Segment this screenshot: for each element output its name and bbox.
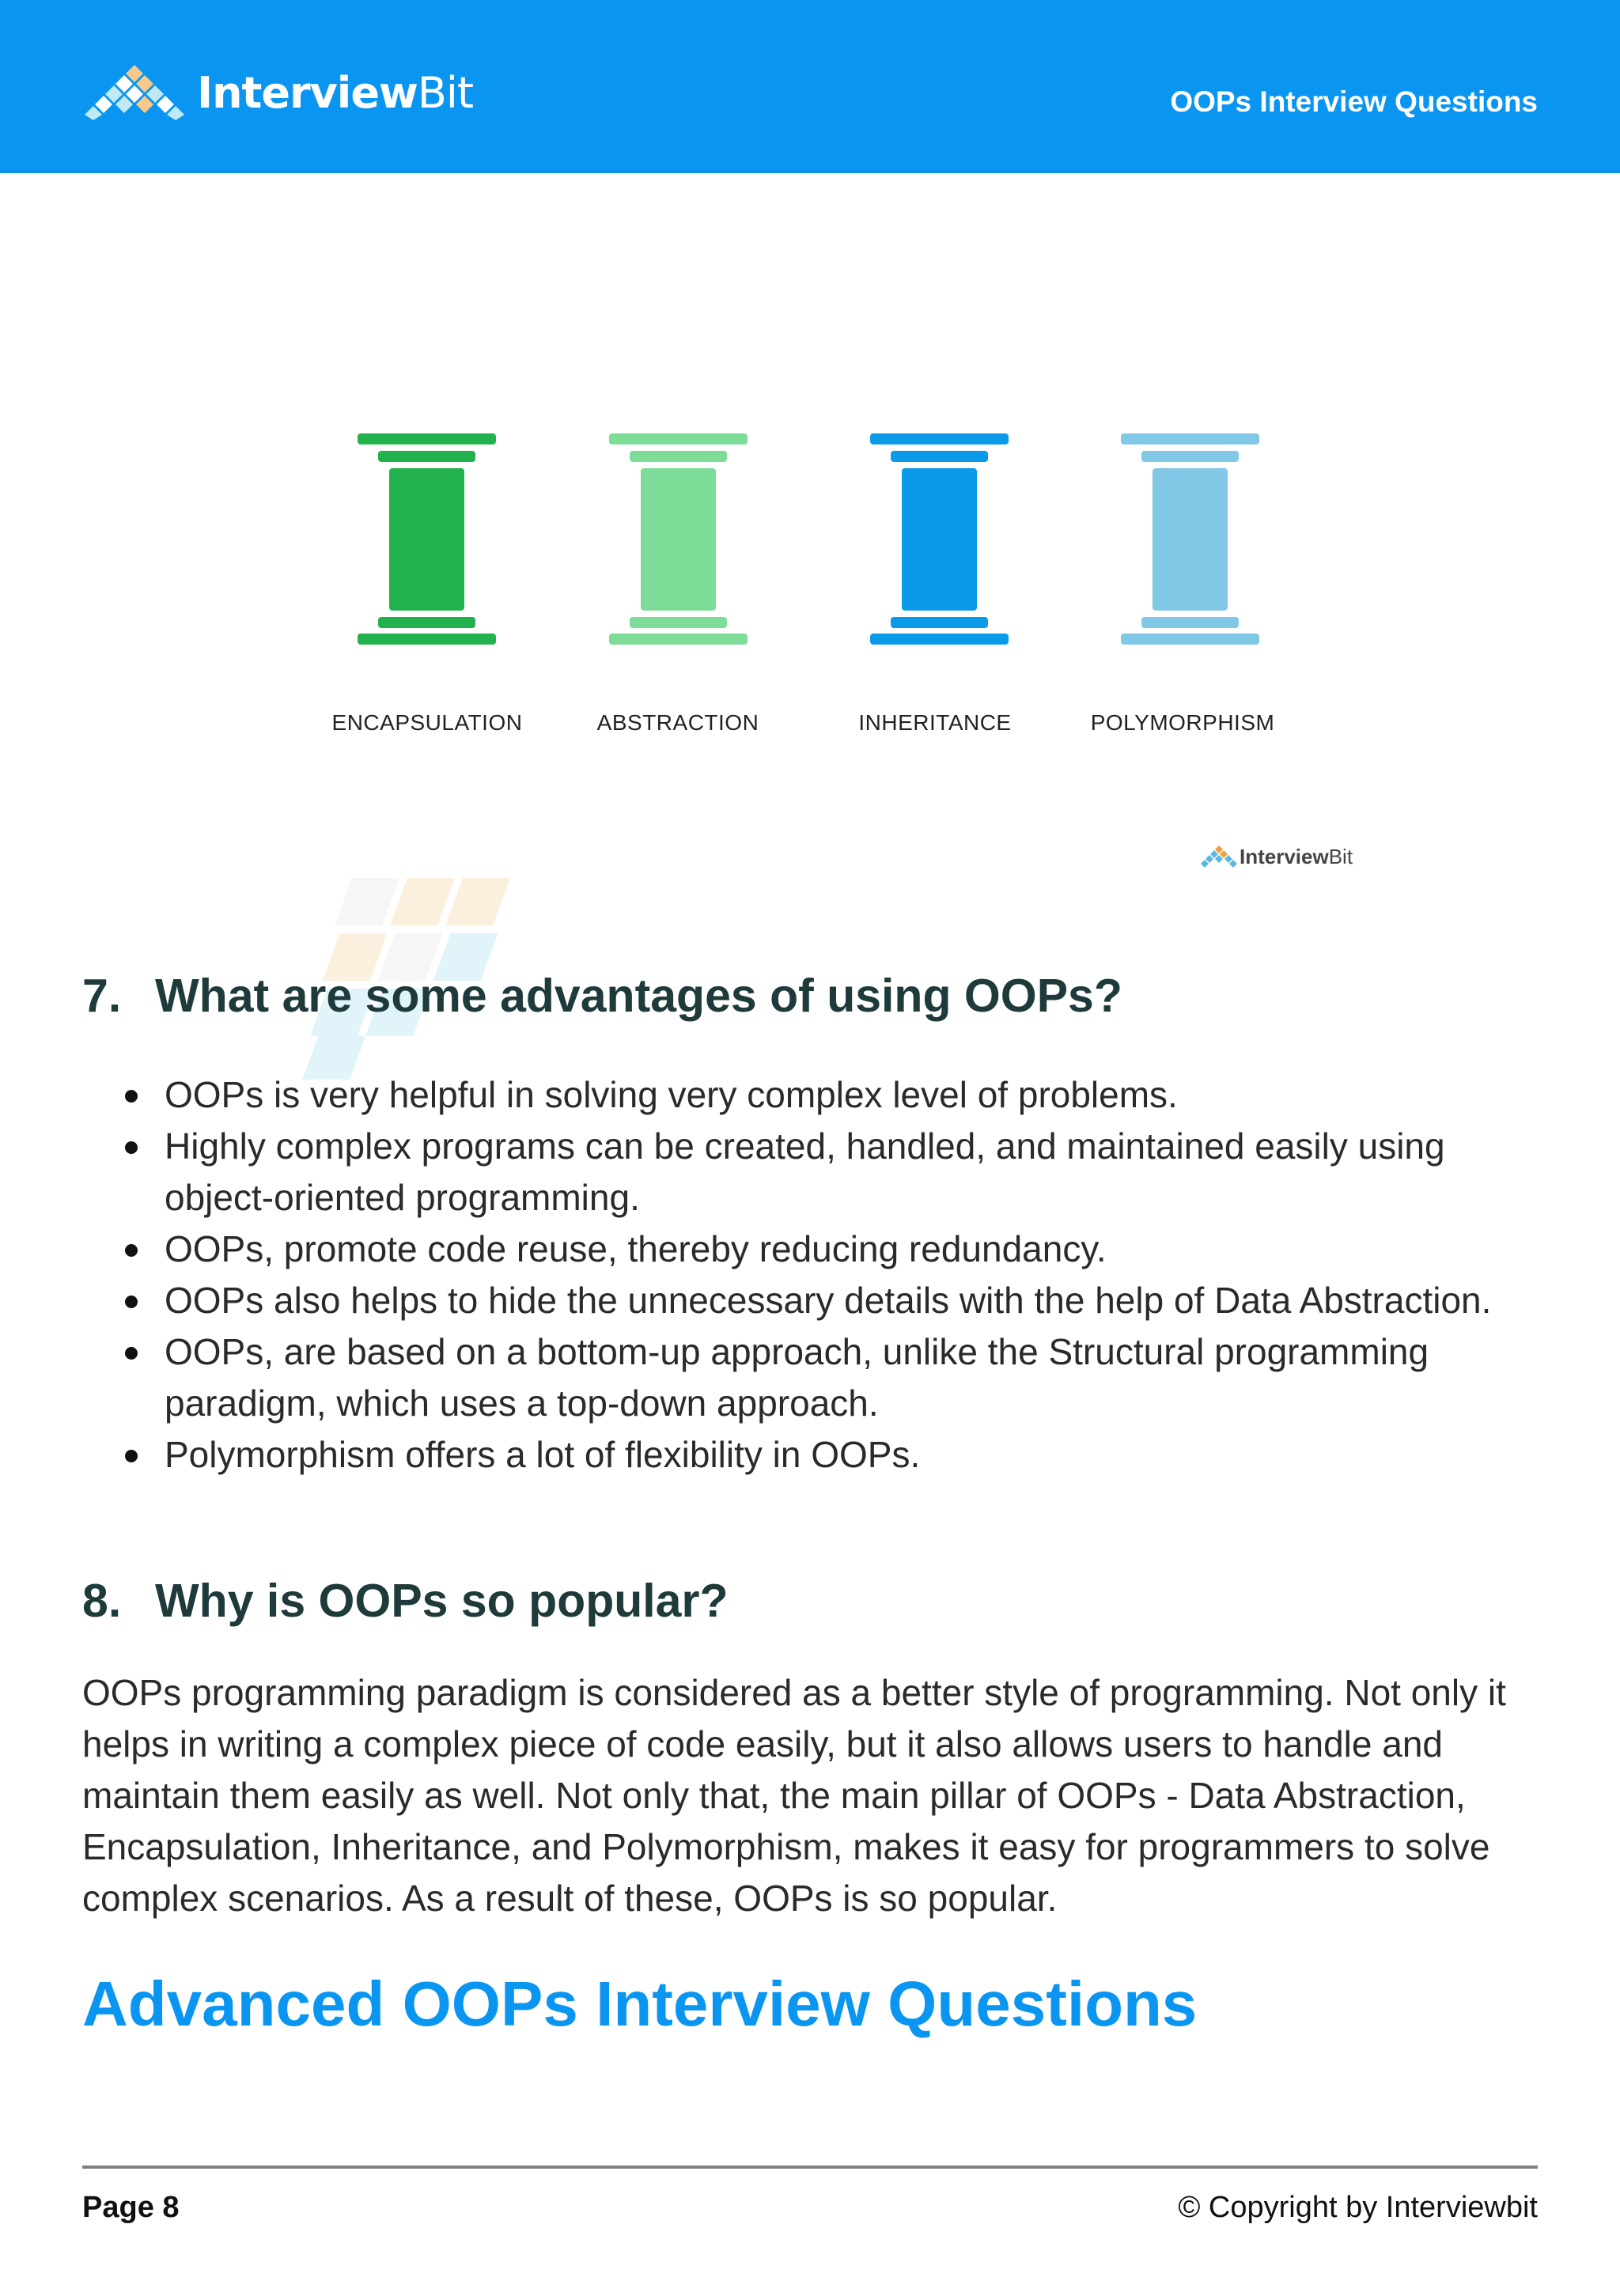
pillar-label-inheritance: INHERITANCE [858, 710, 1012, 735]
interviewbit-logo [83, 65, 473, 120]
advantages-list [82, 1069, 1554, 1481]
document-title: OOPs Interview Questions [1170, 85, 1538, 118]
list-item: Polymorphism offers a lot of flexibility in OOPs. [82, 1429, 1554, 1481]
footer-divider [82, 2166, 1538, 2169]
list-item: OOPs also helps to hide the unnecessary details with the help of Data Abstraction. [82, 1275, 1554, 1326]
copyright-notice: © Copyright by Interviewbit [1178, 2191, 1538, 2224]
section-title: Advanced OOPs Interview Questions [82, 1969, 1198, 2039]
interviewbit-logo-icon [83, 65, 186, 120]
pillar-label-abstraction: ABSTRACTION [596, 710, 759, 735]
list-item: Highly complex programs can be created, handled, and maintained easily using object-oriented programming. [82, 1121, 1554, 1224]
list-item: OOPs is very helpful in solving very complex level of problems. [82, 1069, 1554, 1121]
list-item: OOPs, promote code reuse, thereby reducing redundancy. [82, 1224, 1554, 1275]
question-7-heading: 7. What are some advantages of using OOPs? [82, 970, 1122, 1022]
pillar-encapsulation [358, 433, 496, 643]
page-number: Page 8 [82, 2191, 180, 2224]
list-item: OOPs, are based on a bottom-up approach, unlike the Structural programming paradigm, which uses a top-down approach. [82, 1326, 1554, 1429]
mini-logo-wordmark: InterviewBit [1240, 845, 1353, 868]
pillar-abstraction [609, 433, 748, 643]
pillar-label-encapsulation: ENCAPSULATION [331, 710, 523, 735]
pillar-inheritance [870, 433, 1009, 643]
page-header [0, 0, 1620, 173]
logo-wordmark: InterviewBit [197, 67, 474, 118]
pillar-label-polymorphism: POLYMORPHISM [1090, 710, 1275, 735]
oops-pillars-figure [316, 411, 1408, 886]
pillar-polymorphism [1121, 433, 1259, 643]
interviewbit-mini-icon [1198, 845, 1240, 869]
question-8-answer: OOPs programming paradigm is considered as a better style of programming. Not only it helps in writing a complex piece of code easily, but it also allows users to handle and maintain them easily as well. Not only that, the main pillar of OOPs - Data Abstraction, Encapsulation, Inheritance, and Polymorphism, makes it easy for programmers to solve complex scenarios. As a result of these, OOPs is so popular. [82, 1672, 1506, 1919]
question-8-heading: 8. Why is OOPs so popular? [82, 1575, 729, 1627]
figure-mini-logo [1198, 845, 1353, 869]
